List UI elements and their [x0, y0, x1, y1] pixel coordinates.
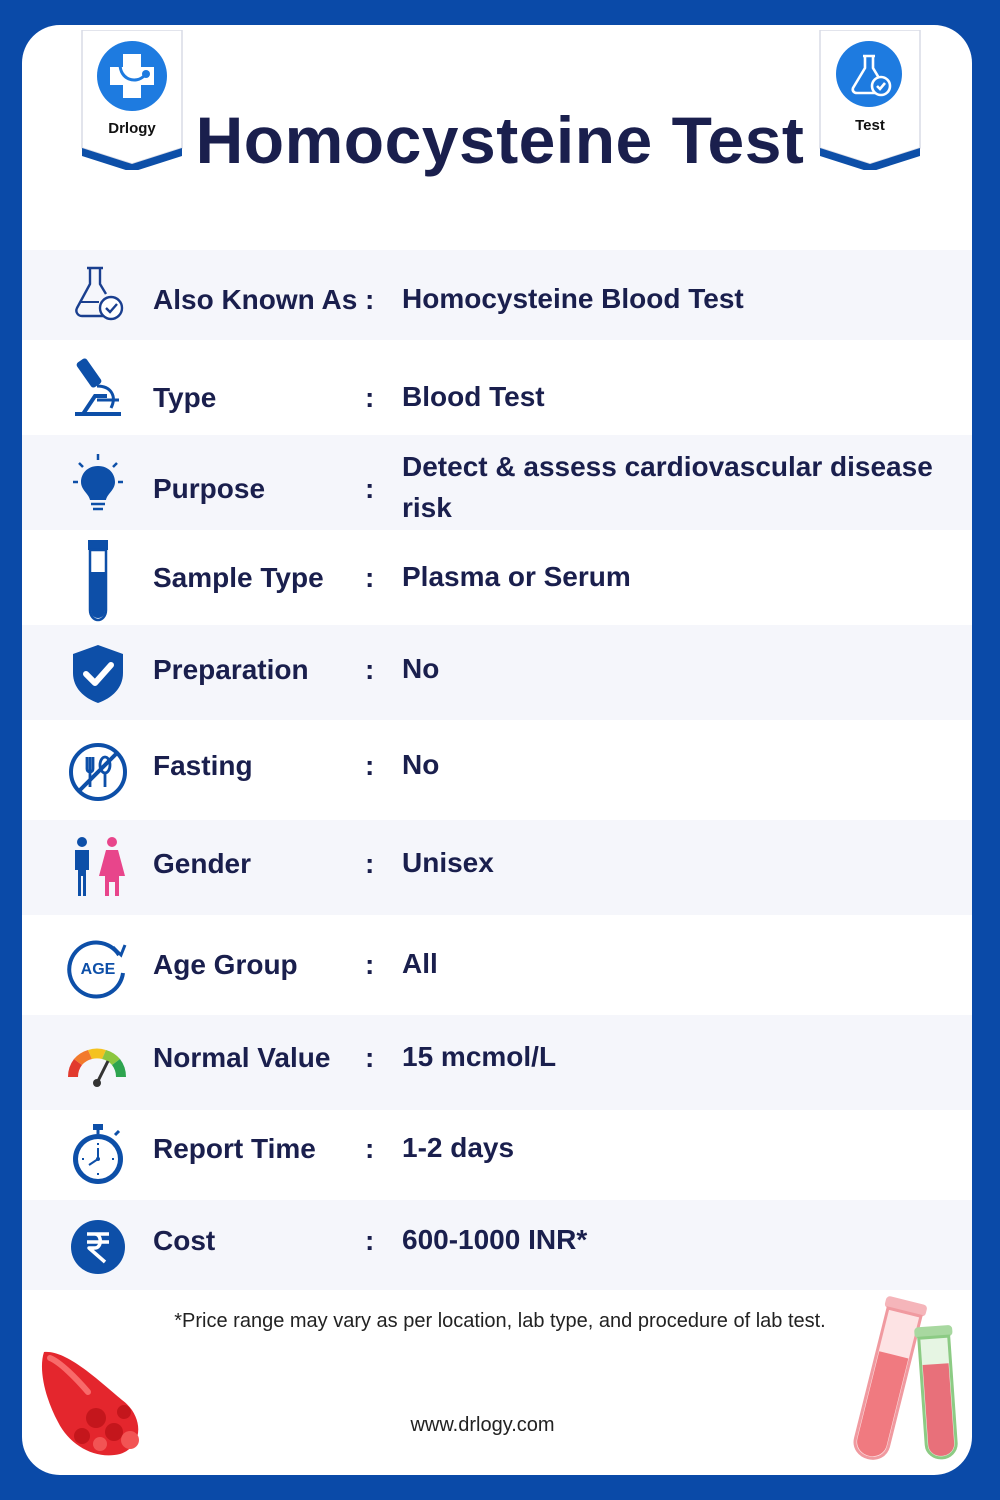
- row-normal-value: [22, 1015, 972, 1110]
- row-value: Homocysteine Blood Test: [402, 283, 744, 314]
- row-colon: :: [365, 1225, 375, 1256]
- row-value: 600-1000 INR*: [402, 1224, 588, 1255]
- row-value: 15 mcmol/L: [402, 1041, 557, 1072]
- row-sample-type: [22, 530, 972, 625]
- row-value: Unisex: [402, 847, 494, 878]
- row-colon: :: [365, 284, 375, 315]
- row-value: No: [402, 749, 440, 780]
- badge-label-test: Test: [855, 117, 885, 134]
- website-link: www.drlogy.com: [410, 1414, 555, 1436]
- no-food-icon: [67, 741, 129, 803]
- price-footnote: *Price range may vary as per location, lab type, and procedure of lab test.: [174, 1310, 826, 1332]
- row-colon: :: [365, 473, 375, 504]
- row-fasting: [22, 720, 972, 820]
- flask-check-icon: [835, 40, 903, 108]
- stopwatch-icon: [67, 1123, 129, 1185]
- row-also-known-as: [22, 250, 972, 340]
- flask-check-icon: [67, 262, 129, 324]
- male-female-icon: [67, 836, 129, 898]
- lightbulb-icon: [67, 452, 129, 514]
- row-label: Report Time: [153, 1133, 316, 1164]
- row-age-group: [22, 915, 972, 1015]
- microscope-icon: [67, 356, 129, 418]
- shield-check-icon: [67, 643, 129, 705]
- row-colon: :: [365, 750, 375, 781]
- row-value: Blood Test: [402, 381, 545, 412]
- svg-text:AGE: AGE: [80, 961, 116, 978]
- row-value: All: [402, 948, 438, 979]
- row-label: Age Group: [153, 949, 298, 980]
- row-value: Plasma or Serum: [402, 561, 631, 592]
- row-colon: :: [365, 848, 375, 879]
- row-label: Sample Type: [153, 562, 324, 593]
- row-type: [22, 340, 972, 435]
- test-tube-icon: [67, 538, 129, 622]
- rupee-icon: [67, 1216, 129, 1278]
- row-colon: :: [365, 1133, 375, 1164]
- row-colon: :: [365, 949, 375, 980]
- row-label: Fasting: [153, 750, 253, 781]
- gauge-icon: [62, 1031, 132, 1093]
- row-value: No: [402, 653, 440, 684]
- row-label: Cost: [153, 1225, 216, 1256]
- row-label: Preparation: [153, 654, 309, 685]
- row-value: Detect & assess cardiovascular disease risk: [402, 451, 933, 523]
- blood-cells-illustration: [36, 1348, 148, 1458]
- row-colon: :: [365, 382, 375, 413]
- row-purpose: [22, 435, 972, 530]
- row-label: Normal Value: [153, 1042, 331, 1073]
- row-label: Purpose: [153, 473, 266, 504]
- row-colon: :: [365, 562, 375, 593]
- row-label: Type: [153, 382, 217, 413]
- badge-label-drlogy: Drlogy: [108, 120, 156, 137]
- row-colon: :: [365, 1042, 375, 1073]
- age-icon: [67, 937, 129, 999]
- row-colon: :: [365, 654, 375, 685]
- row-cost: [22, 1200, 972, 1290]
- test-tubes-illustration: [848, 1294, 964, 1464]
- row-label: Gender: [153, 848, 252, 879]
- row-label: Also Known As: [153, 284, 358, 315]
- page-title: Homocysteine Test: [195, 103, 805, 177]
- row-preparation: [22, 625, 972, 720]
- row-value: 1-2 days: [402, 1132, 515, 1163]
- row-report-time: [22, 1110, 972, 1200]
- row-gender: [22, 820, 972, 915]
